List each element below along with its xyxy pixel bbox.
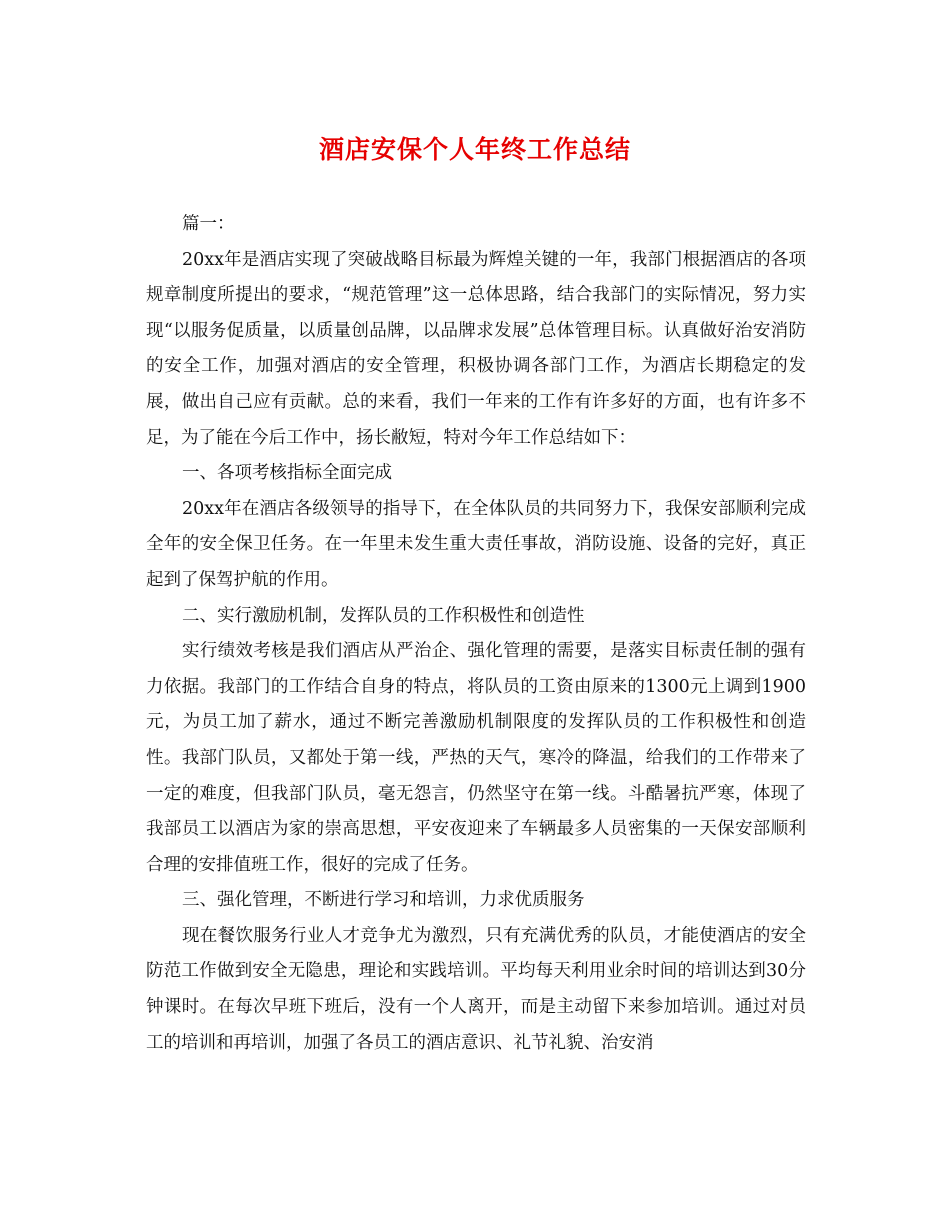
section-heading-2: 二、实行激励机制，发挥队员的工作积极性和创造性 xyxy=(182,605,585,626)
section-3-paragraph: 现在餐饮服务行业人才竞争尤为激烈，只有充满优秀的队员，才能使酒店的安全防范工作做到安全无隐患，理论和实践培训。平均每天利用业余时间的培训达到30分钟课时。在每次早班下班后，没有一个人离开，而是主动留下来参加培训。通过对员工的培训和再培训，加强了各员工的酒店意识、礼节礼貌、治安消 xyxy=(146,925,806,1053)
section-heading-1: 一、各项考核指标全面完成 xyxy=(182,463,392,484)
section-1-paragraph: 20xx年在酒店各级领导的指导下，在全体队员的共同努力下，我保安部顺利完成全年的安全保卫任务。在一年里未发生重大责任事故，消防设施、设备的完好，真正起到了保驾护航的作用。 xyxy=(146,498,806,590)
section-label: 篇一： xyxy=(182,214,235,234)
intro-paragraph: 20xx年是酒店实现了突破战略目标最为辉煌关键的一年，我部门根据酒店的各项规章制度所提出的要求，“规范管理”这一总体思路，结合我部门的实际情况，努力实现“以服务促质量，以质量创品牌，以品牌求发展”总体管理目标。认真做好治安消防的安全工作，加强对酒店的安全管理，积极协调各部门工作，为酒店长期稳定的发展，做出自己应有贡献。总的来看，我们一年来的工作有许多好的方面，也有许多不足，为了能在今后工作中，扬长敝短，特对今年工作总结如下： xyxy=(146,249,806,448)
document-body xyxy=(146,207,806,1061)
section-heading-3: 三、强化管理，不断进行学习和培训，力求优质服务 xyxy=(182,890,585,911)
document-title: 酒店安保个人年终工作总结 xyxy=(318,135,631,164)
section-2-paragraph: 实行绩效考核是我们酒店从严治企、强化管理的需要，是落实目标责任制的强有力依据。我部门的工作结合自身的特点，将队员的工资由原来的1300元上调到1900元，为员工加了薪水，通过不断完善激励机制限度的发挥队员的工作积极性和创造性。我部门队员，又都处于第一线，严热的天气，寒冷的降温，给我们的工作带来了一定的难度，但我部门队员，毫无怨言，仍然坚守在第一线。斗酷暑抗严寒，体现了我部员工以酒店为家的崇高思想，平安夜迎来了车辆最多人员密集的一天保安部顺利合理的安排值班工作，很好的完成了任务。 xyxy=(146,641,806,875)
